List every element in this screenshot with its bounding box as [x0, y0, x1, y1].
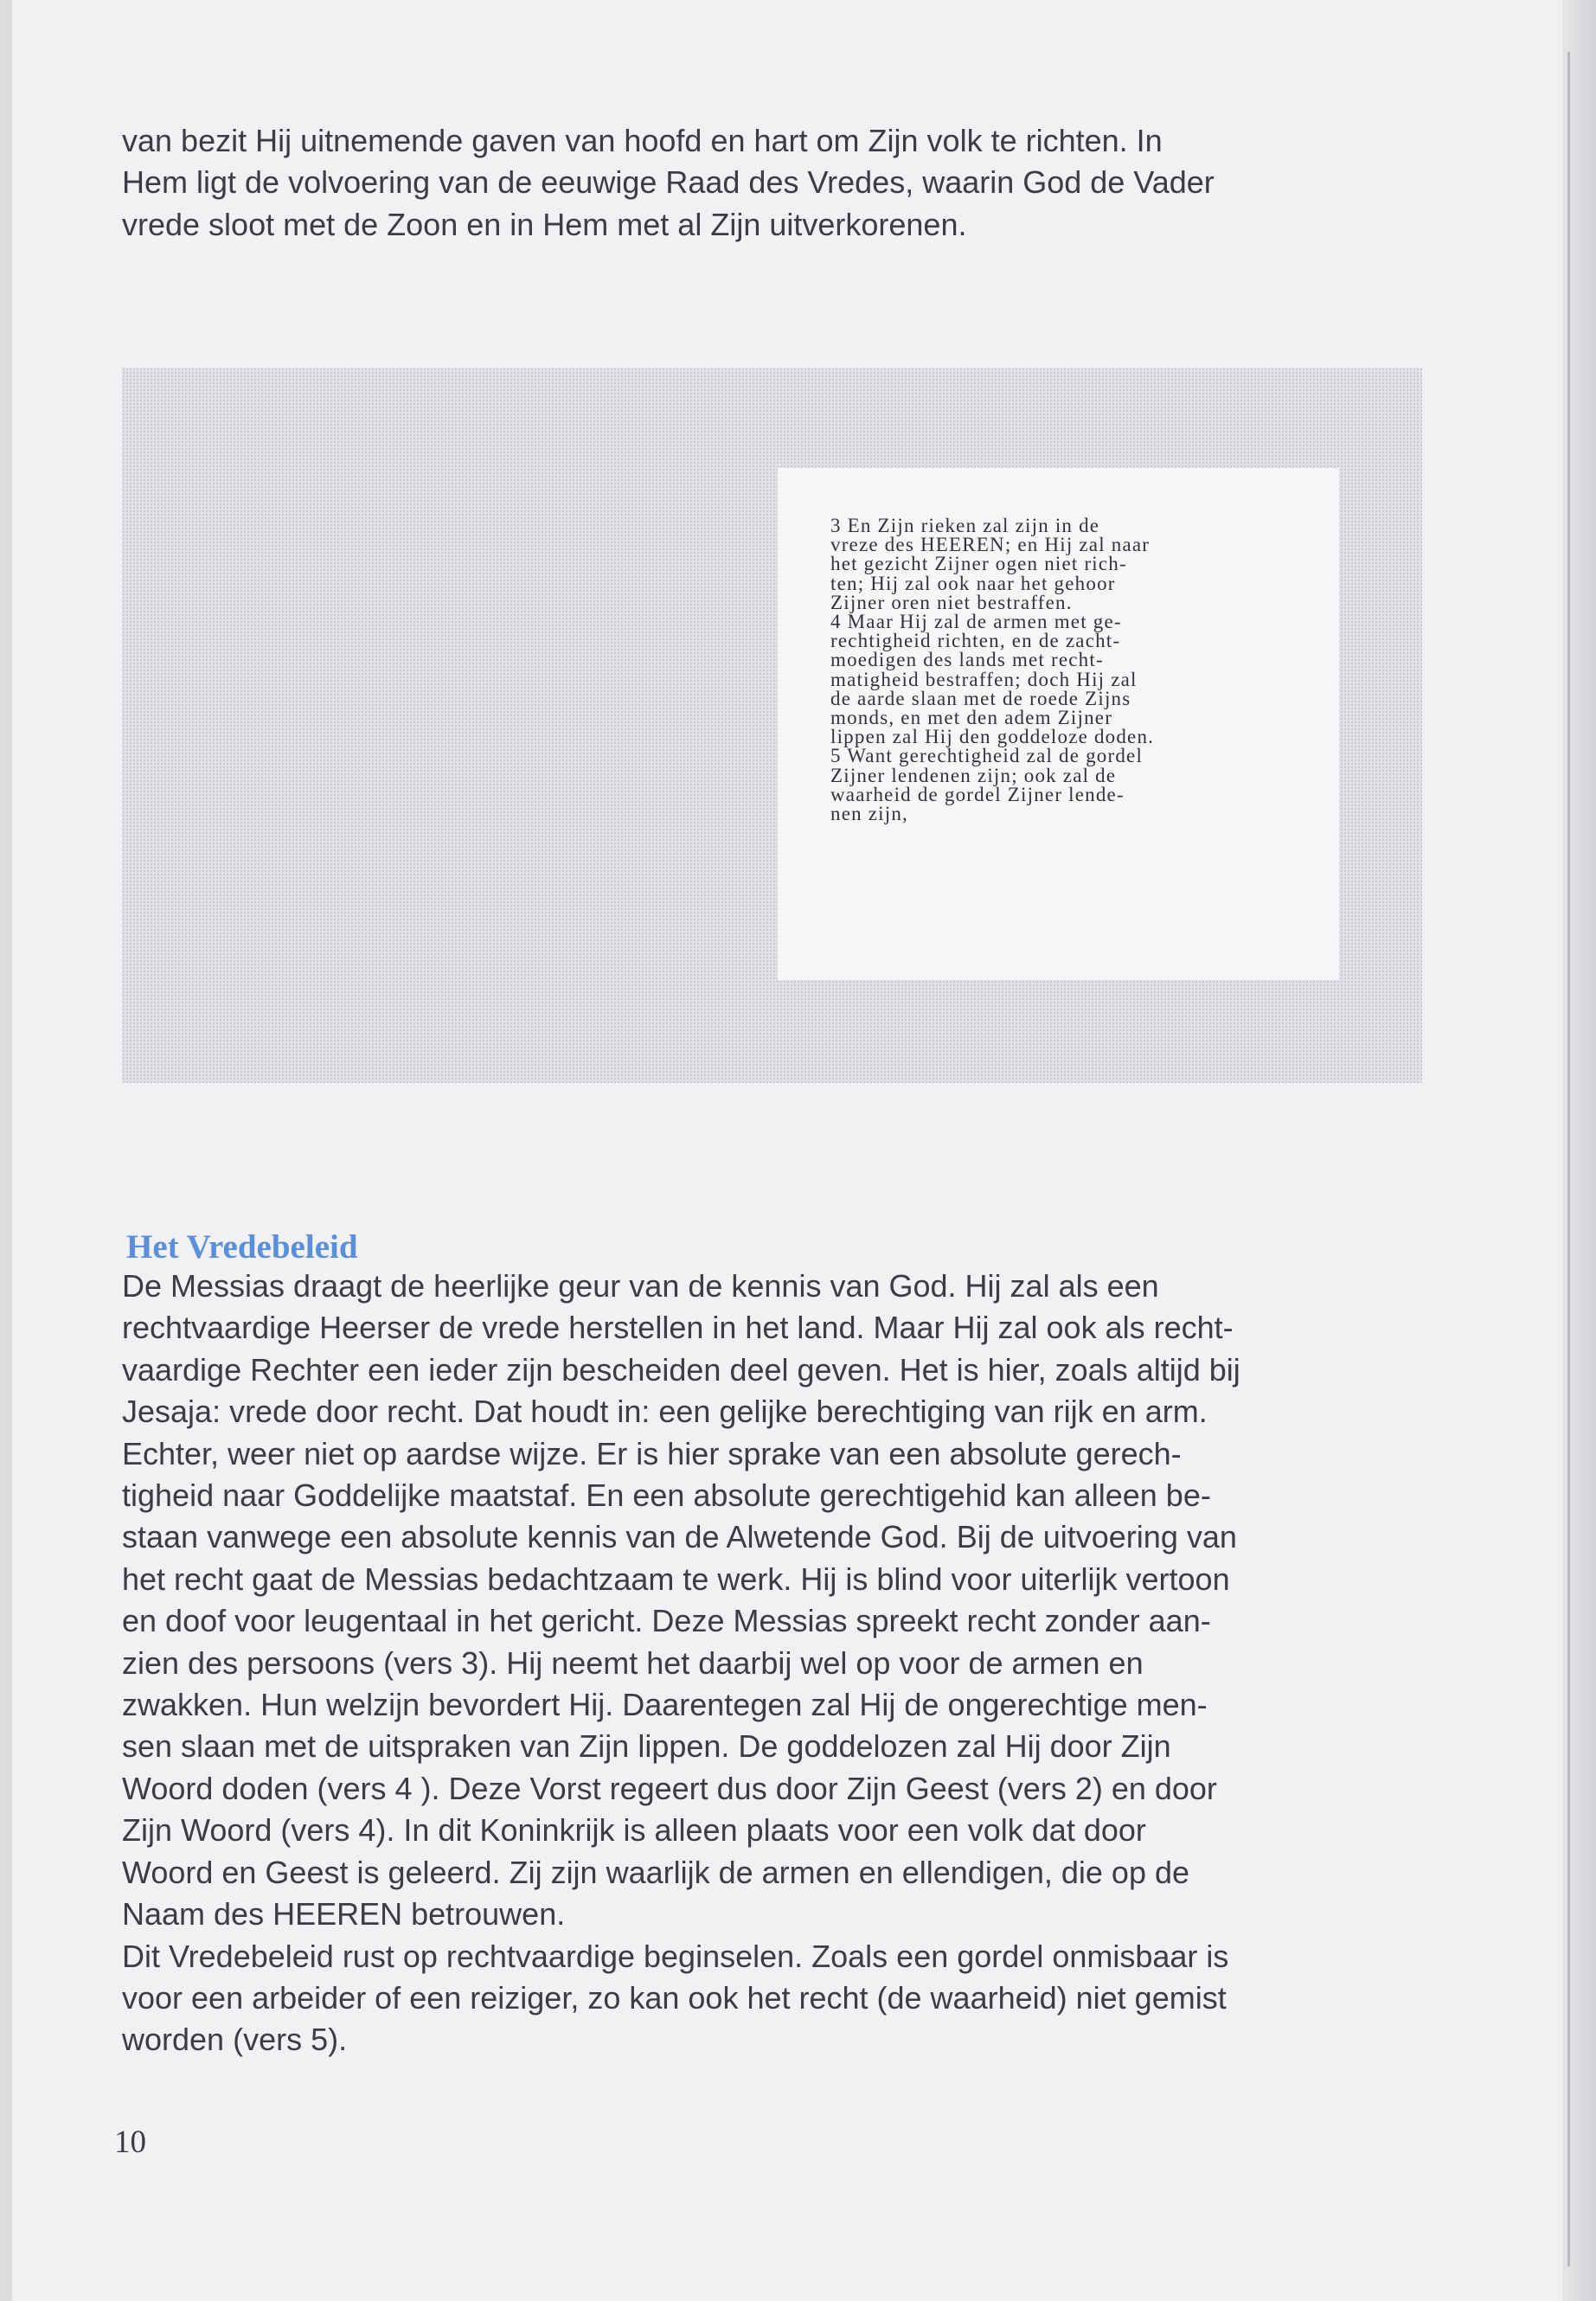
section-line: staan vanwege een absolute kennis van de Alwetende God. Bij de uitvoering van [122, 1519, 1237, 1555]
scripture-line: nen zijn, [830, 803, 908, 825]
section-line: tigheid naar Goddelijke maatstaf. En een absolute gerechtigehid kan alleen be- [122, 1477, 1211, 1514]
section-line: voor een arbeider of een reiziger, zo kan ook het recht (de waarheid) niet gemist [122, 1979, 1227, 2016]
section-line: en doof voor leugentaal in het gericht. Deze Messias spreekt recht zonder aan- [122, 1603, 1211, 1639]
section-line: Woord en Geest is geleerd. Zij zijn waarlijk de armen en ellendigen, die op de [122, 1854, 1190, 1890]
intro-line: vrede sloot met de Zoon en in Hem met al Zijn uitverkorenen. [122, 206, 967, 242]
intro-line: Hem ligt de volvoering van de eeuwige Raad des Vredes, waarin God de Vader [122, 164, 1215, 201]
section-heading: Het Vredebeleid [126, 1228, 358, 1266]
page-edge-shadow [1567, 52, 1570, 2266]
section-line: zwakken. Hun welzijn bevordert Hij. Daarentegen zal Hij de ongerechtige men- [122, 1687, 1208, 1723]
scripture-line: het gezicht Zijner ogen niet rich- [830, 553, 1127, 575]
scripture-line: monds, en met den adem Zijner [830, 707, 1113, 729]
scripture-line: lippen zal Hij den goddeloze doden. [830, 726, 1155, 748]
scripture-line: ten; Hij zal ook naar het gehoor [830, 572, 1116, 594]
scripture-line: moedigen des lands met recht- [830, 649, 1104, 671]
scripture-quote [830, 516, 1298, 824]
section-line: De Messias draagt de heerlijke geur van de kennis van God. Hij zal als een [122, 1268, 1159, 1304]
scripture-line: Zijner lendenen zijn; ook zal de [830, 764, 1117, 786]
section-line: Echter, weer niet op aardse wijze. Er is hier sprake van een absolute gerech- [122, 1435, 1182, 1471]
scripture-line: Zijner oren niet bestraffen. [830, 591, 1073, 613]
section-line: vaardige Rechter een ieder zijn bescheiden deel geven. Het is hier, zoals altijd bij [122, 1351, 1240, 1388]
section-line: zien des persoons (vers 3). Hij neemt het daarbij wel op voor de armen en [122, 1644, 1144, 1681]
section-line: Woord doden (vers 4 ). Deze Vorst regeert dus door Zijn Geest (vers 2) en door [122, 1770, 1217, 1806]
scripture-line: 4 Maar Hij zal de armen met ge- [830, 611, 1122, 633]
scripture-line: matigheid bestraffen; doch Hij zal [830, 668, 1138, 690]
section-paragraph [122, 1266, 1437, 2061]
scripture-line: de aarde slaan met de roede Zijns [830, 687, 1131, 709]
intro-line: van bezit Hij uitnemende gaven van hoofd en hart om Zijn volk te richten. In [122, 123, 1163, 158]
section-line: worden (vers 5). [122, 2022, 348, 2058]
page-number: 10 [114, 2125, 146, 2160]
section-line: Naam des HEEREN betrouwen. [122, 1896, 566, 1932]
section-line: rechtvaardige Heerser de vrede herstellen in het land. Maar Hij zal ook als recht- [122, 1310, 1234, 1346]
section-line: sen slaan met de uitspraken van Zijn lippen. De goddelozen zal Hij door Zijn [122, 1728, 1171, 1765]
scripture-line: 5 Want gerechtigheid zal de gordel [830, 745, 1144, 767]
section-line: het recht gaat de Messias bedachtzaam te werk. Hij is blind voor uiterlijk vertoon [122, 1561, 1230, 1597]
scripture-line: waarheid de gordel Zijner lende- [830, 783, 1125, 805]
section-line: Zijn Woord (vers 4). In dit Koninkrijk is alleen plaats voor een volk dat door [122, 1812, 1146, 1849]
intro-paragraph [122, 120, 1428, 246]
scripture-line: rechtigheid richten, en de zacht- [830, 630, 1121, 652]
section-line: Jesaja: vrede door recht. Dat houdt in: een gelijke berechtiging van rijk en arm. [122, 1394, 1208, 1430]
scripture-line: 3 En Zijn rieken zal zijn in de [830, 515, 1100, 536]
scripture-line: vreze des HEEREN; en Hij zal naar [830, 534, 1151, 556]
section-line: Dit Vredebeleid rust op rechtvaardige beginselen. Zoals een gordel onmisbaar is [122, 1938, 1229, 1974]
